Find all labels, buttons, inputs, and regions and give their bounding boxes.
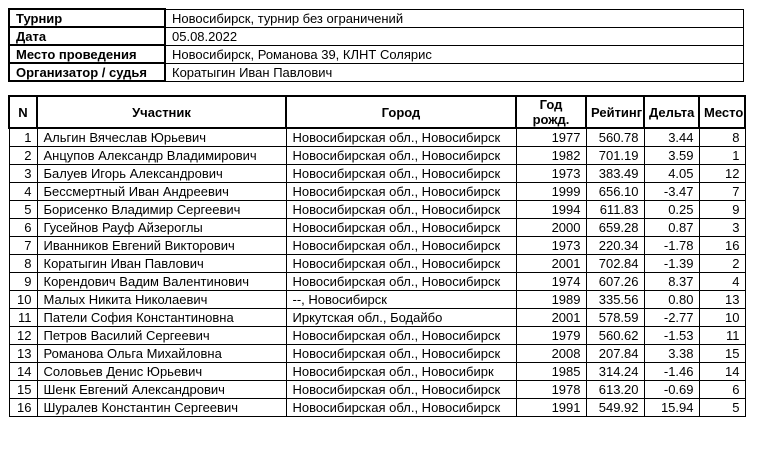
header-city: Город [286,96,516,128]
row-number-cell: 2 [9,147,37,165]
header-n: N [9,96,37,128]
info-row-date [9,27,744,45]
city-cell: Новосибирская обл., Новосибирск [286,165,516,183]
info-value-date: 05.08.2022 [165,27,744,45]
rating-cell: 656.10 [586,183,644,201]
participant-cell: Шуралев Константин Сергеевич [37,399,286,417]
row-number-cell: 4 [9,183,37,201]
birth-year-cell: 1977 [516,128,586,147]
city-cell: Новосибирская обл., Новосибирск [286,273,516,291]
header-participant: Участник [37,96,286,128]
place-cell: 6 [699,381,745,399]
table-row [9,255,745,273]
birth-year-cell: 1973 [516,165,586,183]
row-number-cell: 6 [9,219,37,237]
table-row [9,291,745,309]
delta-cell: -1.46 [644,363,699,381]
row-number-cell: 14 [9,363,37,381]
table-row [9,381,745,399]
info-value-tournament: Новосибирск, турнир без ограничений [165,9,744,27]
row-number-cell: 15 [9,381,37,399]
birth-year-cell: 1978 [516,381,586,399]
city-cell: Новосибирская обл., Новосибирск [286,345,516,363]
city-cell: Новосибирская обл., Новосибирск [286,147,516,165]
birth-year-cell: 1999 [516,183,586,201]
delta-cell: -3.47 [644,183,699,201]
table-row [9,183,745,201]
birth-year-cell: 2008 [516,345,586,363]
table-row [9,273,745,291]
place-cell: 4 [699,273,745,291]
rating-cell: 220.34 [586,237,644,255]
table-row [9,309,745,327]
birth-year-cell: 1982 [516,147,586,165]
rating-cell: 702.84 [586,255,644,273]
rating-cell: 611.83 [586,201,644,219]
info-row-tournament [9,9,744,27]
city-cell: Новосибирская обл., Новосибирск [286,201,516,219]
results-header-row [9,96,745,128]
rating-cell: 607.26 [586,273,644,291]
delta-cell: 3.44 [644,128,699,147]
participant-cell: Гусейнов Рауф Айзероглы [37,219,286,237]
row-number-cell: 3 [9,165,37,183]
place-cell: 9 [699,201,745,219]
place-cell: 2 [699,255,745,273]
row-number-cell: 5 [9,201,37,219]
birth-year-cell: 1973 [516,237,586,255]
rating-cell: 578.59 [586,309,644,327]
birth-year-cell: 1991 [516,399,586,417]
delta-cell: -1.78 [644,237,699,255]
delta-cell: -1.53 [644,327,699,345]
row-number-cell: 8 [9,255,37,273]
info-value-organizer: Коратыгин Иван Павлович [165,63,744,81]
birth-year-cell: 1985 [516,363,586,381]
table-row [9,327,745,345]
row-number-cell: 12 [9,327,37,345]
participant-cell: Романова Ольга Михайловна [37,345,286,363]
delta-cell: 4.05 [644,165,699,183]
delta-cell: 0.87 [644,219,699,237]
info-label-organizer: Организатор / судья [9,63,165,81]
delta-cell: -2.77 [644,309,699,327]
table-row [9,363,745,381]
info-row-venue [9,45,744,63]
participant-cell: Корендович Вадим Валентинович [37,273,286,291]
row-number-cell: 1 [9,128,37,147]
delta-cell: 0.25 [644,201,699,219]
city-cell: Новосибирская обл., Новосибирк [286,363,516,381]
table-row [9,219,745,237]
table-row [9,399,745,417]
city-cell: Новосибирская обл., Новосибирск [286,128,516,147]
info-value-venue: Новосибирск, Романова 39, КЛНТ Солярис [165,45,744,63]
rating-cell: 560.78 [586,128,644,147]
participant-cell: Патели София Константиновна [37,309,286,327]
city-cell: --, Новосибирск [286,291,516,309]
results-table [8,95,746,417]
info-row-organizer [9,63,744,81]
place-cell: 7 [699,183,745,201]
place-cell: 12 [699,165,745,183]
birth-year-cell: 1979 [516,327,586,345]
rating-cell: 659.28 [586,219,644,237]
place-cell: 15 [699,345,745,363]
participant-cell: Борисенко Владимир Сергеевич [37,201,286,219]
rating-cell: 613.20 [586,381,644,399]
participant-cell: Балуев Игорь Александрович [37,165,286,183]
header-birth-year: Год рожд. [516,96,586,128]
table-row [9,165,745,183]
birth-year-cell: 2001 [516,255,586,273]
rating-cell: 701.19 [586,147,644,165]
place-cell: 16 [699,237,745,255]
row-number-cell: 11 [9,309,37,327]
table-row [9,147,745,165]
city-cell: Новосибирская обл., Новосибирск [286,237,516,255]
info-label-tournament: Турнир [9,9,165,27]
city-cell: Новосибирская обл., Новосибирск [286,327,516,345]
place-cell: 11 [699,327,745,345]
rating-cell: 549.92 [586,399,644,417]
participant-cell: Петров Василий Сергеевич [37,327,286,345]
participant-cell: Анцупов Александр Владимирович [37,147,286,165]
row-number-cell: 16 [9,399,37,417]
place-cell: 5 [699,399,745,417]
place-cell: 3 [699,219,745,237]
city-cell: Новосибирская обл., Новосибирск [286,255,516,273]
delta-cell: -1.39 [644,255,699,273]
table-row [9,345,745,363]
table-row [9,128,745,147]
table-row [9,201,745,219]
birth-year-cell: 2001 [516,309,586,327]
birth-year-cell: 2000 [516,219,586,237]
table-row [9,237,745,255]
birth-year-cell: 1994 [516,201,586,219]
delta-cell: 3.38 [644,345,699,363]
header-rating: Рейтинг [586,96,644,128]
participant-cell: Малых Никита Николаевич [37,291,286,309]
rating-cell: 314.24 [586,363,644,381]
place-cell: 14 [699,363,745,381]
delta-cell: 8.37 [644,273,699,291]
info-label-date: Дата [9,27,165,45]
row-number-cell: 7 [9,237,37,255]
city-cell: Иркутская обл., Бодайбо [286,309,516,327]
results-table-body [9,128,745,417]
rating-cell: 335.56 [586,291,644,309]
delta-cell: 15.94 [644,399,699,417]
place-cell: 10 [699,309,745,327]
info-label-venue: Место проведения [9,45,165,63]
tournament-info-table [8,8,744,82]
rating-cell: 383.49 [586,165,644,183]
row-number-cell: 9 [9,273,37,291]
birth-year-cell: 1974 [516,273,586,291]
participant-cell: Бессмертный Иван Андреевич [37,183,286,201]
city-cell: Новосибирская обл., Новосибирск [286,399,516,417]
place-cell: 8 [699,128,745,147]
delta-cell: -0.69 [644,381,699,399]
city-cell: Новосибирская обл., Новосибирск [286,381,516,399]
row-number-cell: 13 [9,345,37,363]
participant-cell: Альгин Вячеслав Юрьевич [37,128,286,147]
rating-cell: 560.62 [586,327,644,345]
city-cell: Новосибирская обл., Новосибирск [286,219,516,237]
header-delta: Дельта [644,96,699,128]
place-cell: 13 [699,291,745,309]
participant-cell: Шенк Евгений Александрович [37,381,286,399]
rating-cell: 207.84 [586,345,644,363]
header-place: Место [699,96,745,128]
delta-cell: 0.80 [644,291,699,309]
participant-cell: Коратыгин Иван Павлович [37,255,286,273]
place-cell: 1 [699,147,745,165]
participant-cell: Иванников Евгений Викторович [37,237,286,255]
city-cell: Новосибирская обл., Новосибирск [286,183,516,201]
row-number-cell: 10 [9,291,37,309]
delta-cell: 3.59 [644,147,699,165]
participant-cell: Соловьев Денис Юрьевич [37,363,286,381]
birth-year-cell: 1989 [516,291,586,309]
